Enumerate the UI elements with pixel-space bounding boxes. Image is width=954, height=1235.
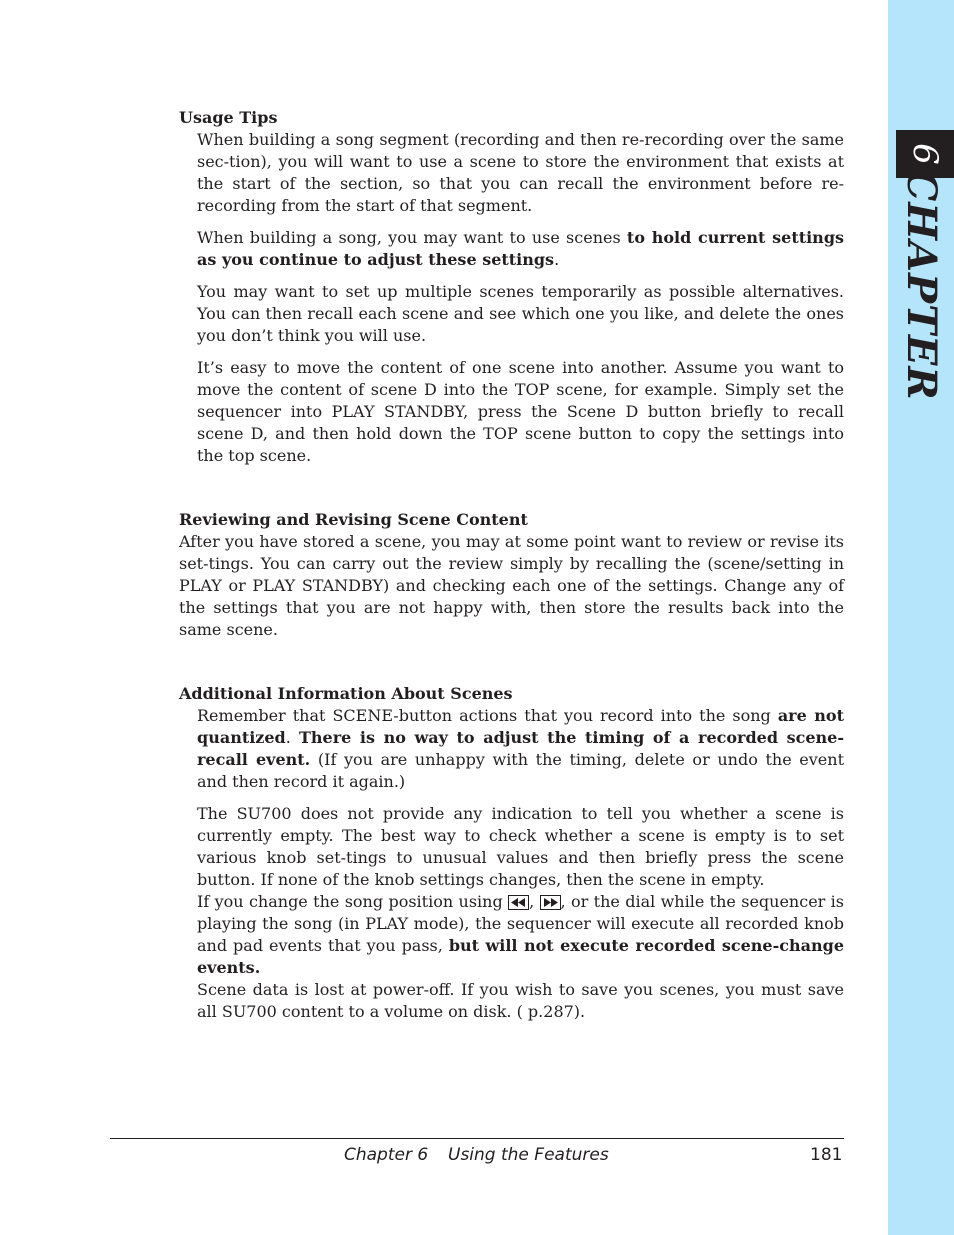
reviewing-paragraph-1: After you have stored a scene, you may at some point want to review or revise its set-tings. You can carry out the review simply by recalling the (scene/setting in PLAY or PLAY STANDBY) and checking each one of the settings. Change any of the settings that you are not happy with, then store the results back into the same scene. [179, 532, 844, 639]
additional-p1-d: There is no way to adjust the timing of a recorded scene-recall event. [197, 728, 845, 769]
additional-p1-c: . [285, 728, 299, 747]
footer-rule [110, 1138, 844, 1139]
usage-tips-p2-bold: to hold current settings as you continue to adjust these settings [197, 228, 845, 269]
page-content [179, 107, 844, 1033]
usage-tips-paragraph-3: You may want to set up multiple scenes temporarily as possible alternatives. You can then recall each scene and see which one you like, and delete the ones you don’t think you will use. [197, 282, 844, 345]
additional-p3-a: If you change the song position using [197, 892, 509, 911]
fast-forward-button-icon [540, 895, 561, 910]
reviewing-section [179, 509, 844, 641]
usage-tips-section [179, 107, 844, 467]
reviewing-heading: Reviewing and Revising Scene Content [179, 510, 528, 529]
rewind-button-icon [508, 895, 529, 910]
additional-info-heading: Additional Information About Scenes [179, 684, 513, 703]
footer-title: Using the Features [448, 1145, 609, 1165]
usage-tips-p2-text: When building a song, you may want to use scenes [197, 228, 627, 247]
additional-info-paragraph-3 [179, 891, 844, 979]
additional-p3-b: , or the dial while the sequencer is playing the song (in PLAY mode), the sequencer will execute all recorded knob and pad events that you pass, [197, 892, 844, 955]
additional-p3-bold: but will not execute recorded scene-change events. [197, 936, 844, 977]
footer-chapter: Chapter 6 [344, 1145, 429, 1165]
additional-info-paragraph-4: Scene data is lost at power-off. If you wish to save you scenes, you must save all SU700 content to a volume on disk. ( p.287). [197, 980, 844, 1021]
additional-info-paragraph-1 [179, 705, 844, 793]
usage-tips-p2-end: . [554, 250, 560, 269]
chapter-label: CHAPTER [898, 169, 945, 401]
usage-tips-paragraph-2 [179, 227, 844, 271]
additional-p1-e: (If you are unhappy with the timing, delete or undo the event and then record it again.) [197, 750, 845, 791]
additional-p3-sep: , [529, 892, 540, 911]
usage-tips-paragraph-4: It’s easy to move the content of one scene into another. Assume you want to move the content of scene D into the TOP scene, for example. Simply set the sequencer into PLAY STANDBY, press the Scene D button briefly to recall scene D, and then hold down the TOP scene button to copy the settings into the top scene. [197, 358, 844, 465]
page-number: 181 [810, 1145, 843, 1165]
usage-tips-heading: Usage Tips [179, 108, 278, 127]
chapter-number: 6 [905, 143, 945, 165]
additional-info-section [179, 683, 844, 1023]
usage-tips-paragraph-1: When building a song segment (recording and then re-recording over the same sec-tion), you will want to use a scene to store the environment that exists at the start of the section, so that you can recall the environment before re-recording from the start of that segment. [197, 130, 844, 215]
additional-info-paragraph-2: The SU700 does not provide any indication to tell you whether a scene is currently empty. The best way to check whether a scene is empty is to set various knob set-tings to unusual values and then briefly press the scene button. If none of the knob settings changes, then the scene in empty. [197, 804, 844, 889]
additional-p1-b: are not quantized [197, 706, 844, 747]
additional-p1-a: Remember that SCENE-button actions that you record into the song [197, 706, 778, 725]
